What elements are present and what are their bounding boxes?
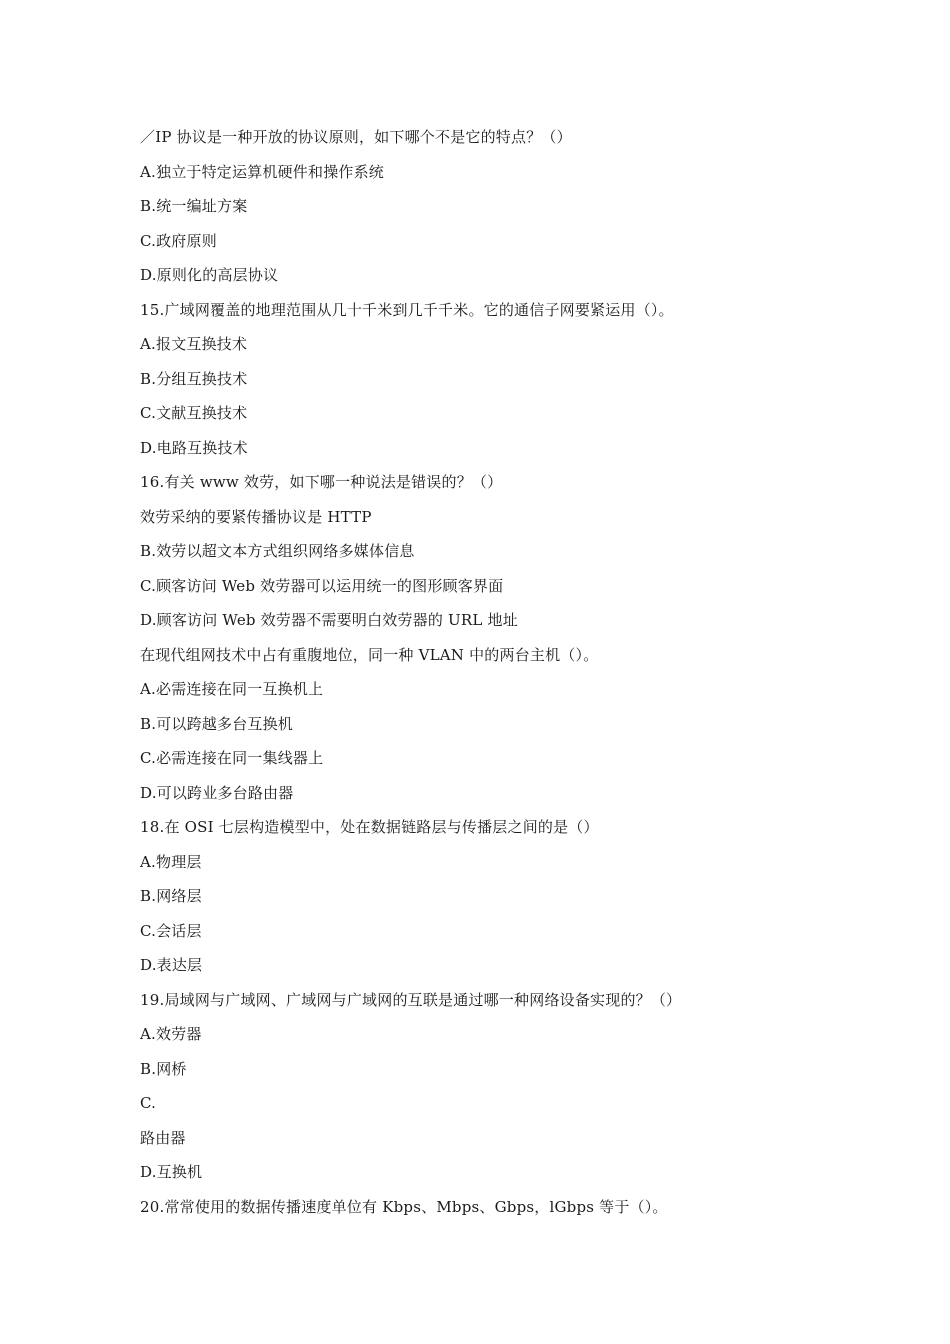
question-14-option-a: A.独立于特定运算机硬件和操作系统 <box>140 163 385 181</box>
question-15-option-a: A.报文互换技术 <box>140 335 248 353</box>
question-18-stem: 18.在 OSI 七层构造模型中，处在数据链路层与传播层之间的是（） <box>140 818 599 836</box>
question-18-option-a: A.物理层 <box>140 853 202 871</box>
question-15-option-b: B.分组互换技术 <box>140 370 248 388</box>
question-14-option-b: B.统一编址方案 <box>140 197 248 215</box>
question-17-option-c: C.必需连接在同一集线器上 <box>140 749 324 767</box>
question-16-option-b: B.效劳以超文本方式组织网络多媒体信息 <box>140 542 415 560</box>
question-17-option-a: A.必需连接在同一互换机上 <box>140 680 324 698</box>
question-17-stem: 在现代组网技术中占有重腹地位，同一种 VLAN 中的两台主机（）。 <box>140 646 599 664</box>
question-17-option-d: D.可以跨业多台路由器 <box>140 784 294 802</box>
question-20-stem: 20.常常使用的数据传播速度单位有 Kbps、Mbps、Gbps，lGbps 等于（）。 <box>140 1198 668 1216</box>
question-16-option-c: C.顾客访问 Web 效劳器可以运用统一的图形顾客界面 <box>140 577 504 595</box>
question-19-option-c-label: C. <box>140 1094 157 1112</box>
question-19-option-b: B.网桥 <box>140 1060 187 1078</box>
question-15-stem: 15.广域网覆盖的地理范围从几十千米到几千千米。它的通信子网要紧运用（）。 <box>140 301 674 319</box>
question-16-option-d: D.顾客访问 Web 效劳器不需要明白效劳器的 URL 地址 <box>140 611 518 629</box>
question-15-option-d: D.电路互换技术 <box>140 439 248 457</box>
question-15-option-c: C.文献互换技术 <box>140 404 248 422</box>
question-19-stem: 19.局域网与广域网、广域网与广域网的互联是通过哪一种网络设备实现的？（） <box>140 991 682 1009</box>
question-14-option-c: C.政府原则 <box>140 232 217 250</box>
question-19-option-a: A.效劳器 <box>140 1025 202 1043</box>
question-19-option-d: D.互换机 <box>140 1163 203 1181</box>
question-18-option-b: B.网络层 <box>140 887 202 905</box>
question-19-option-c-text: 路由器 <box>140 1129 186 1147</box>
question-16-option-a: 效劳采纳的要紧传播协议是 HTTP <box>140 508 372 526</box>
question-14-option-d: D.原则化的高层协议 <box>140 266 279 284</box>
question-17-option-b: B.可以跨越多台互换机 <box>140 715 293 733</box>
question-18-option-c: C.会话层 <box>140 922 202 940</box>
question-18-option-d: D.表达层 <box>140 956 203 974</box>
question-16-stem: 16.有关 www 效劳，如下哪一种说法是错误的？（） <box>140 473 503 491</box>
question-14-stem: ／IP 协议是一种开放的协议原则，如下哪个不是它的特点？（） <box>140 128 572 146</box>
